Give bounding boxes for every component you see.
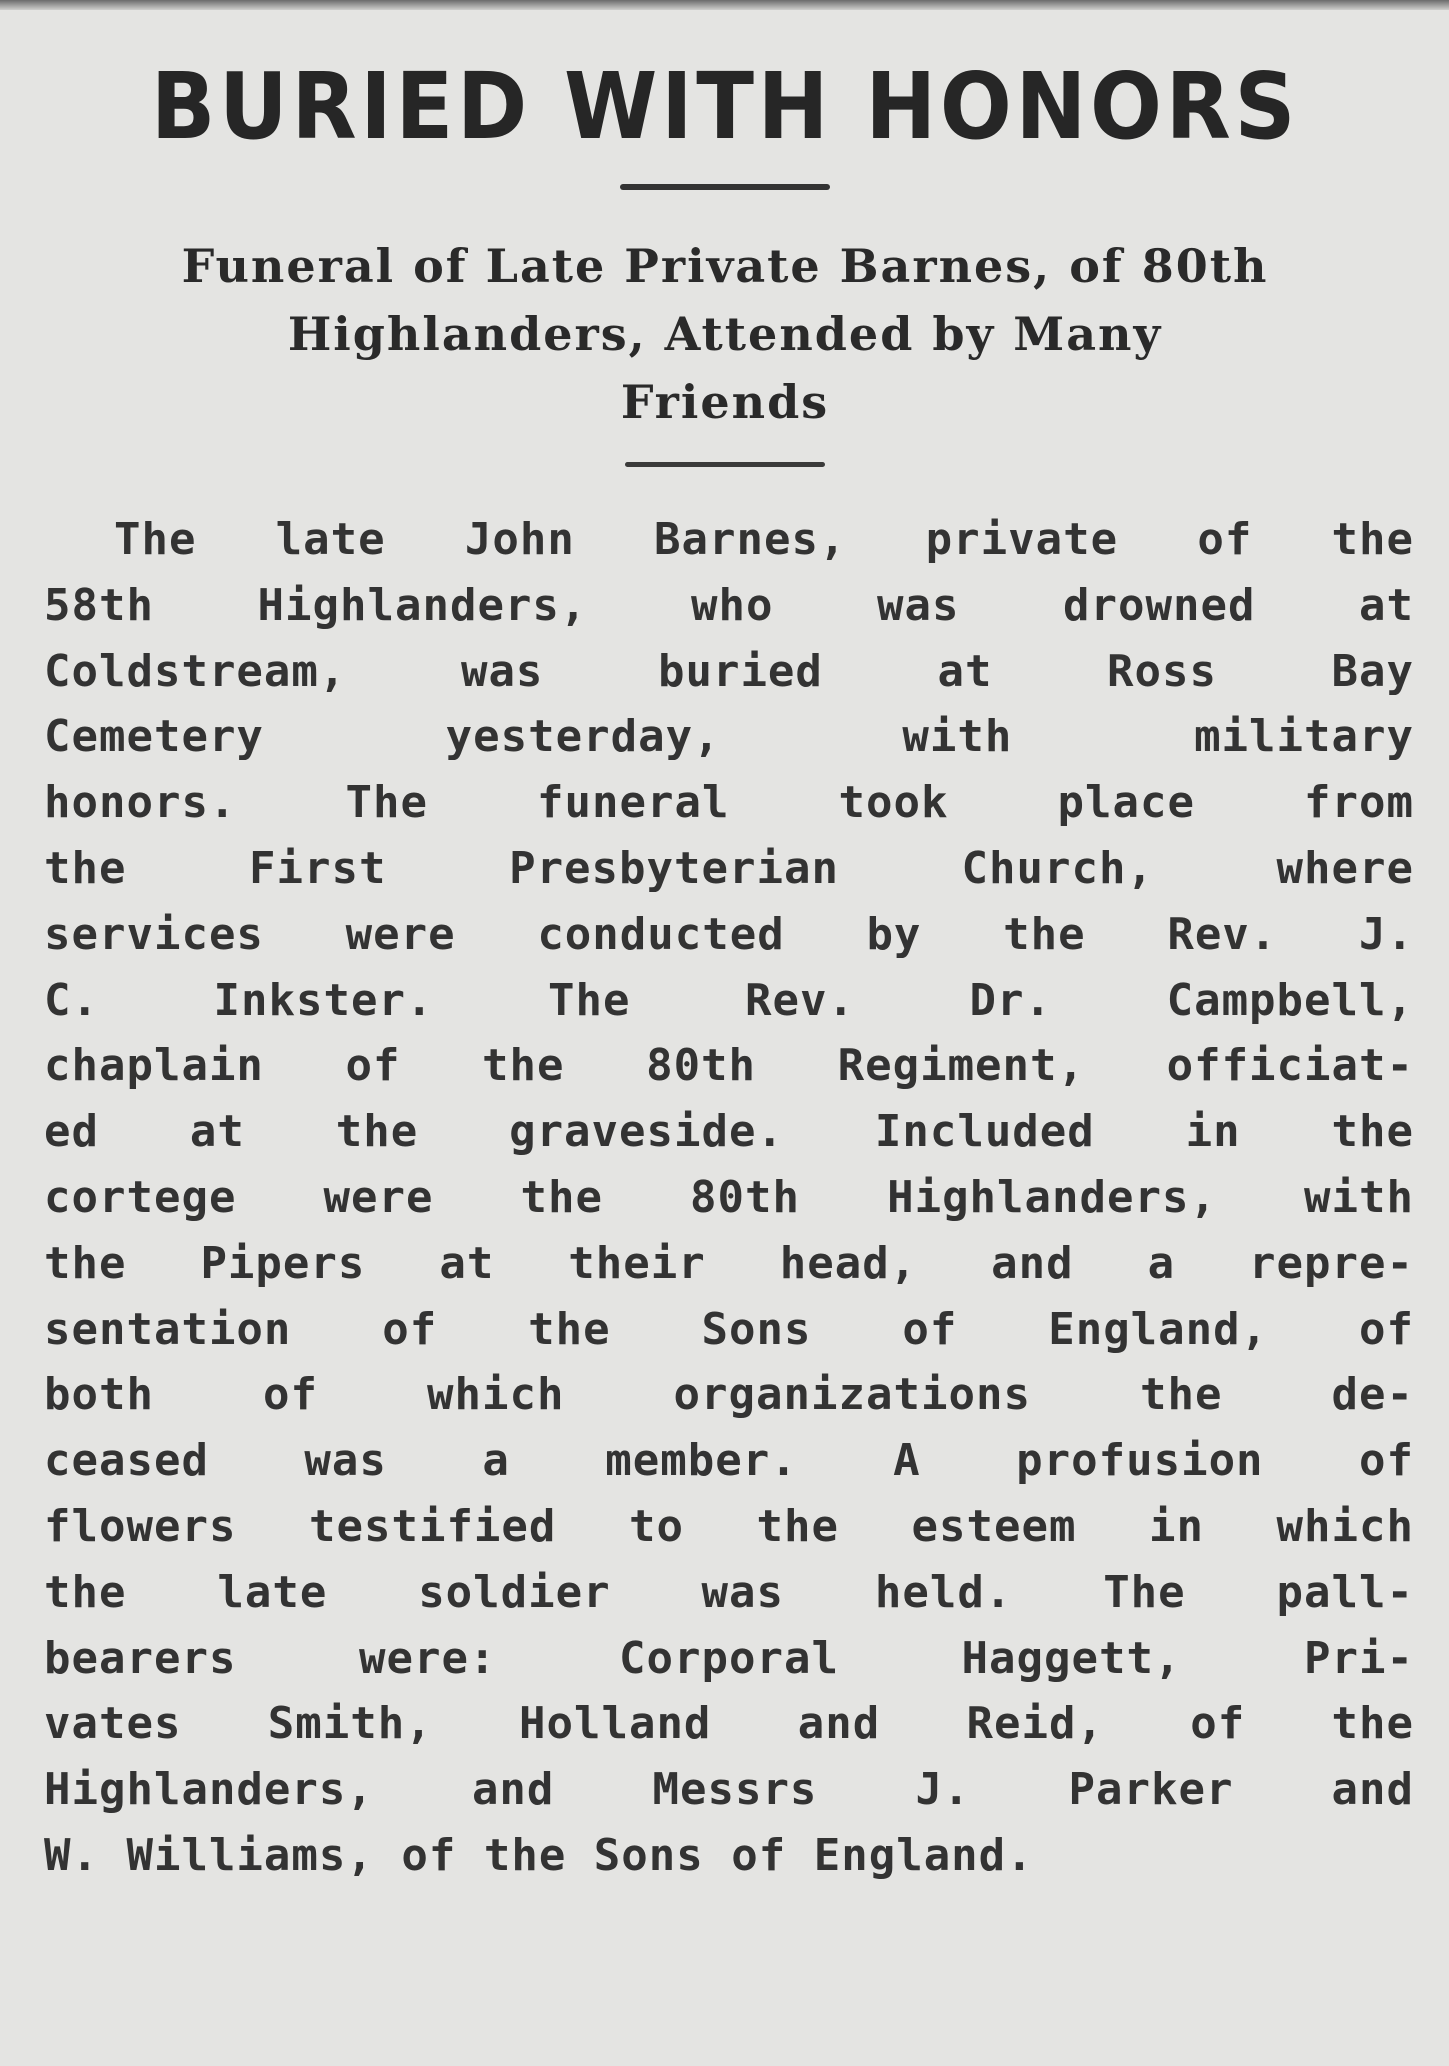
article-line: flowers testified to the esteem in which	[44, 1500, 1414, 1552]
article-line: both of which organizations the de-	[44, 1369, 1414, 1421]
article-line: Coldstream, was buried at Ross Bay	[44, 645, 1414, 697]
article-line: the First Presbyterian Church, where	[44, 842, 1414, 894]
article-line: honors. The funeral took place from	[44, 777, 1414, 829]
subheadline-line: Friends	[620, 375, 830, 429]
article-line: chaplain of the 80th Regiment, officiat-	[44, 1040, 1414, 1092]
newspaper-clipping	[30, 18, 1420, 2048]
subheadline-line: Highlanders, Attended by Many	[287, 307, 1163, 361]
article-line: C. Inkster. The Rev. Dr. Campbell,	[44, 974, 1414, 1026]
article-line: 58th Highlanders, who was drowned at	[44, 579, 1414, 631]
headline: BURIED WITH HONORS	[150, 53, 1300, 160]
article-line: the Pipers at their head, and a repre-	[44, 1237, 1414, 1289]
article-line: Cemetery yesterday, with military	[44, 711, 1414, 763]
article-line: the late soldier was held. The pall-	[44, 1566, 1414, 1618]
article-line: sentation of the Sons of England, of	[44, 1303, 1414, 1355]
article-body	[44, 507, 1414, 1889]
article-line: The late John Barnes, private of the	[114, 514, 1414, 565]
subheadline-divider	[625, 462, 825, 467]
article-line: ed at the graveside. Included in the	[44, 1106, 1414, 1158]
subheadline	[60, 232, 1390, 436]
article-line: services were conducted by the Rev. J.	[44, 908, 1414, 960]
article-line: bearers were: Corporal Haggett, Pri-	[44, 1632, 1414, 1684]
page-top-edge	[0, 0, 1449, 10]
article-line: ceased was a member. A profusion of	[44, 1435, 1414, 1487]
subheadline-line: Funeral of Late Private Barnes, of 80th	[181, 239, 1269, 293]
headline-divider	[620, 184, 830, 190]
article-line: W. Williams, of the Sons of England.	[44, 1829, 1034, 1881]
article-line: vates Smith, Holland and Reid, of the	[44, 1698, 1414, 1750]
article-line: Highlanders, and Messrs J. Parker and	[44, 1764, 1414, 1816]
article-line: cortege were the 80th Highlanders, with	[44, 1171, 1414, 1223]
